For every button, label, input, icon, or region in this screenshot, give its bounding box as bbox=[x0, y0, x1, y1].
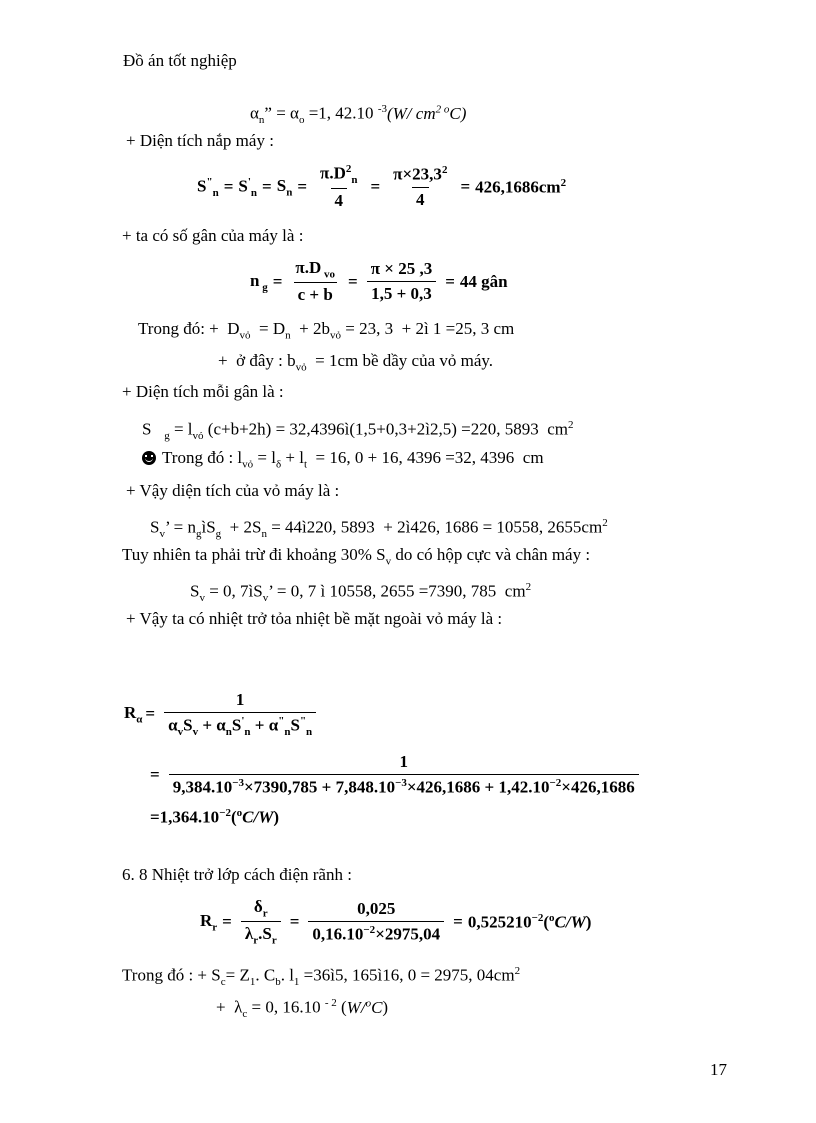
equation-r-alpha: $R_\alpha$ = $\frac{1}{\alpha_vS_v + \alpha_nS'_n + \alpha^"_nS^"_n}$ bbox=[124, 690, 320, 738]
deduction-line: Tuy nhiên ta phải trừ đi khoảng 30% $S_v$ do có hộp cực và chân máy : bbox=[122, 545, 591, 568]
equation-fin-count: n $_g$ = $\frac{\pi.D _{vo}}{c + b}$ = $\frac{\pi \times 25 ,3}{1,5 + 0,3}$ = 44 gân bbox=[250, 258, 508, 305]
where-d-line: Trong đó: + $D_{vỏ} = D_n + 2b_{vỏ} = 23$, 3 + 2ì 1 =25, 3 cm bbox=[138, 319, 515, 342]
section-shell-area: + Vậy diện tích của vỏ máy là : bbox=[126, 481, 340, 500]
section-fin-count: + ta có số gân của máy là : bbox=[122, 226, 304, 245]
section-fin-area: + Diện tích mỗi gân là : bbox=[122, 382, 284, 401]
equation-r-alpha-result: $=1,364.10^{-2}(^oC/W)$ bbox=[150, 807, 279, 827]
net-shell-area-line: $S_v = 0$, $7ìS_v$’ = 0, 7 ì 10558, 2655 =7390, 785 $cm^2$ bbox=[190, 581, 532, 605]
fin-area-line: S $_g = l_{vỏ}$ (c+b+2h) = 32,4396ì(1,5+0,3+2ì2,5) =220, 5893 $cm^2$ bbox=[142, 419, 574, 443]
shell-thickness-line: + ở đây : $b_{vỏ} = 1cm$ bề dầy của vỏ máy. bbox=[218, 351, 494, 374]
equation-cover-area: $S^"_n$ = $S'_n$ = $S_n$ = $\frac{\pi.D^2_n}{4}$ = $\frac{\pi\times 23,3^2}{4}$ = $426,1686cm^2$ bbox=[197, 163, 567, 211]
section-cover-area: + Diện tích nắp máy : bbox=[126, 131, 274, 150]
shell-area-line: $S_v$’ = $n_gìS_g + 2S_n$ = 44ì220, 5893 + 2ì426, 1686 = 10558, $2655cm^2$ bbox=[150, 517, 608, 541]
section-slot-insulation: 6. 8 Nhiệt trở lớp cách điện rãnh : bbox=[122, 865, 352, 884]
page-number: 17 bbox=[710, 1060, 727, 1079]
equation-r-alpha-numeric: = 1 $9,384.10^{-3}\times 7390,785 + 7,848.10^{-3}\times 426,1686 + 1,42.10^{-2}\times 426,1686$ bbox=[150, 752, 643, 798]
alpha-line: $\alpha_n$” = $\alpha_o =1$, 42.10 $^{-3}$(W/ $cm^{2 o}C$) bbox=[250, 103, 467, 127]
page-header: Đồ án tốt nghiệp bbox=[123, 51, 237, 70]
smiley-icon bbox=[142, 451, 156, 465]
where-sr-line: Trong đó : + $S_c= Z_1$. $C_b$. $l_1$ =36ì5, 165ì16, 0 = 2975, $04cm^2$ bbox=[122, 965, 521, 989]
equation-r-slot: $R_r$ = $\frac{\delta_r}{\lambda_r.S_r}$ = $\frac{0,025}{0,16.10^{-2}\times 2975,04}$ = $0,525210^{-2}(^oC/W)$ bbox=[200, 897, 592, 947]
where-l-line: Trong đó : $l_{vỏ} = l_\delta + l_t = 16$, 0 + 16, 4396 =32, 4396 cm bbox=[142, 447, 544, 475]
section-thermal-resistance: + Vậy ta có nhiệt trở tỏa nhiệt bề mặt ngoài vỏ máy là : bbox=[126, 609, 503, 628]
lambda-line: + $\lambda_c = 0$, 16.10 $^{- 2}$ (W/$^o$C) bbox=[216, 997, 389, 1021]
